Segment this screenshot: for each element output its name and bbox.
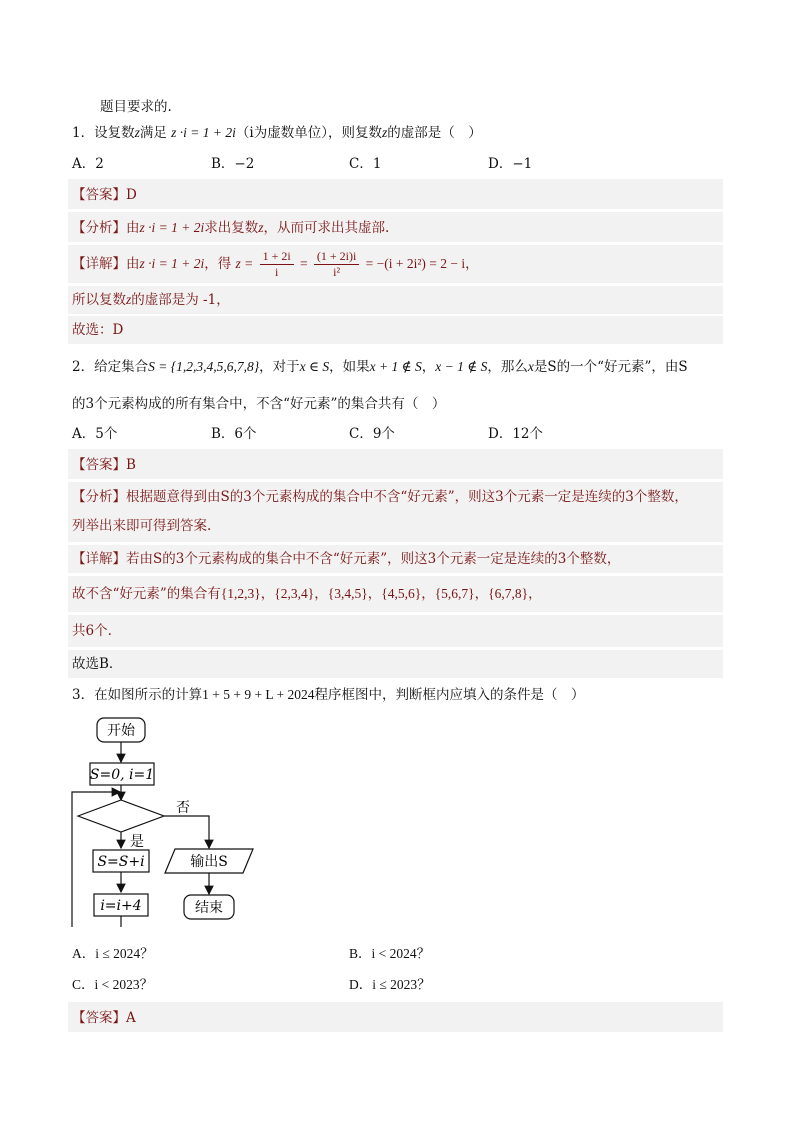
q1-fraction-2: $\frac{(1 + 2i)i}{\text{i²}}$ [314,249,359,280]
q1-choose-block [68,316,723,344]
q2-detail-line2: 故不含“好元素”的集合有{1,2,3}，{2,3,4}，{3,4,5}，{4,5,6}，{5,6,7}，{6,7,8}， [72,586,542,602]
q1-option-c: C．1 [349,156,382,172]
q2-count-block [68,615,723,647]
q1-analysis: 【分析】由z ·i = 1 + 2i求出复数z，从而可求出其虚部. [72,220,390,236]
q1-stem: 1．设复数z满足 z ·i = 1 + 2i（i为虚数单位），则复数z的虚部是（ ） [72,125,482,141]
set-2: {2,3,4} [274,586,315,601]
q2-option-d: D．12个 [488,426,544,442]
intro-text: 题目要求的. [100,99,172,115]
q1-answer-block [68,179,723,209]
q3-option-b: B．i < 2024？ [349,946,431,961]
flow-output-label: 输出S [190,854,228,870]
q1-detail: 【详解】由z ·i = 1 + 2i，得 z = $\frac{1 + 2i}{i}$ = $\frac{(1 + 2i)i}{\text{i²}}$ = −(i + 2i²) = 2 − i， [72,249,479,279]
flow-decision [78,800,164,832]
set-5: {5,6,7} [434,586,475,601]
q2-stem-line2: 的3个元素构成的所有集合中，不含“好元素”的集合共有（ ） [72,396,446,412]
q2-detail-line3: 共6个. [72,623,112,639]
q2-answer-block [68,449,723,479]
q1-fraction-1: $\frac{1 + 2i}{i}$ [260,249,294,280]
flow-yes-label: 是 [130,834,144,850]
q2-option-a: A．5个 [72,426,118,442]
q3-option-c: C．i < 2023？ [72,977,154,992]
q2-stem-line1: 2．给定集合S = {1,2,3,4,5,6,7,8}，对于x ∈ S，如果x + 1 ∉ S，x − 1 ∉ S，那么x是S的一个“好元素”，由S [72,359,688,375]
flowchart [60,712,270,927]
q3-answer-block [68,1002,723,1032]
q3-stem: 3．在如图所示的计算1 + 5 + 9 + L + 2024程序框图中，判断框内应填入的条件是（ ） [72,687,585,703]
q2-choose-block [68,650,723,678]
q2-choose: 故选B． [72,656,123,672]
flow-init-label: S=0, i=1 [89,767,155,783]
q2-detail-line1: 【详解】若由S的3个元素构成的集合中不含“好元素”，则这3个元素一定是连续的3个整数， [72,551,621,567]
flow-inc-label: i=i+4 [100,898,142,914]
flow-sum-label: S=S+i [97,854,145,870]
q3-answer: 【答案】A [72,1010,136,1026]
flow-no-label: 否 [176,800,190,816]
set-3: {3,4,5} [327,586,368,601]
set-6: {6,7,8} [488,586,529,601]
q1-choose: 故选：D [72,322,124,338]
flow-end-label: 结束 [195,900,223,916]
set-1: {1,2,3} [220,586,261,601]
set-4: {4,5,6} [381,586,422,601]
q2-option-b: B．6个 [211,426,257,442]
q2-option-c: C．9个 [349,426,395,442]
q3-option-a: A．i ≤ 2024？ [72,946,154,961]
q1-option-d: D．−1 [488,156,533,172]
q1-option-a: A．2 [72,156,104,172]
flow-start-label: 开始 [107,723,135,739]
q3-option-d: D．i ≤ 2023？ [349,977,431,992]
q2-analysis-line2: 列举出来即可得到答案. [72,518,212,534]
q2-answer: 【答案】B [72,457,136,473]
q1-answer: 【答案】D [72,187,137,203]
q2-analysis-line1: 【分析】根据题意得到由S的3个元素构成的集合中不含“好元素”，则这3个元素一定是连续的3个整数， [72,489,688,505]
q1-option-b: B．−2 [211,156,255,172]
q1-conclusion: 所以复数z的虚部是为 -1， [72,292,230,308]
